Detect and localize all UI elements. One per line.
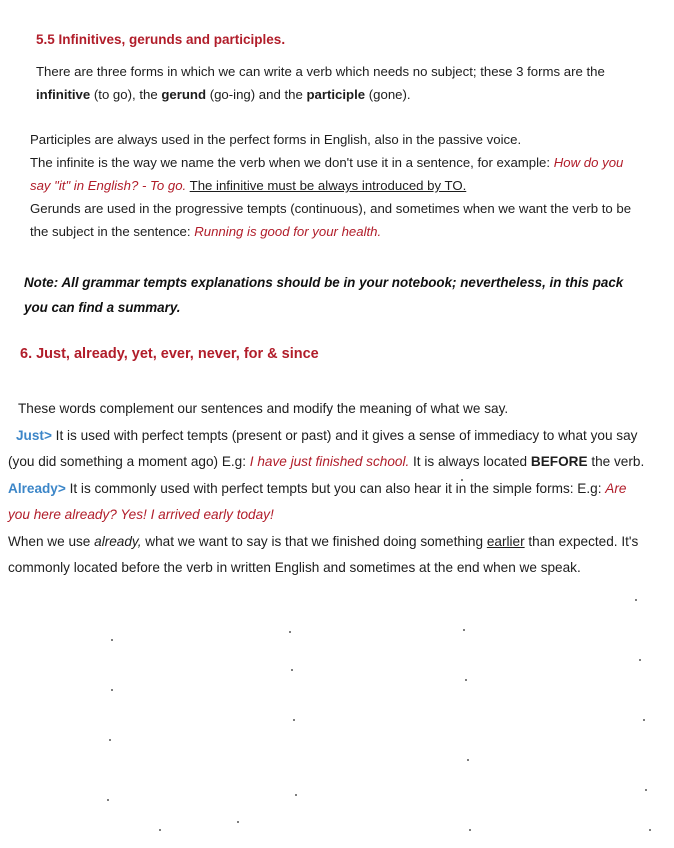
text: It is always located [409,454,531,469]
note-paragraph: Note: All grammar tempts explanations should be in your notebook; nevertheless, in this pack you can find a summary. [24,275,624,315]
example-already: Are you here already? Yes! I arrived early today! [8,480,627,522]
term-earlier: earlier [486,533,525,549]
intro-text: These words complement our sentences and modify the meaning of what we say. [18,401,509,416]
text: It is used with perfect tempts (present or past) and it gives a sense of immediacy to what you say (you did something a moment ago) E.g: [8,427,638,469]
emphasis-before: BEFORE [530,454,588,469]
text: Gerunds are used in the progressive tempts (continuous), and sometimes when we want the verb to be the subject in the sentence: [30,201,632,239]
text: (gone). [365,87,411,102]
example-running: Running is good for your health. [194,224,382,239]
infinitive-rule: The infinitive must be always introduced by TO. [189,178,467,193]
section-5-5-title: 5.5 Infinitives, gerunds and participles. [36,32,286,47]
text: the verb. [587,454,645,469]
label-just: Just> [16,427,52,443]
term-already: already, [94,533,142,549]
text: There are three forms in which we can write a verb which needs no subject; these 3 forms are the [36,64,605,79]
text: When we use [8,533,95,549]
text: (to go), the [90,87,162,102]
term-gerund: gerund [161,87,207,102]
text: what we want to say is that we finished doing something [141,533,487,549]
section-6-title: 6. Just, already, yet, ever, never, for & since [20,346,319,362]
term-infinitive: infinitive [36,87,91,102]
term-participle: participle [306,87,366,102]
text: (go-ing) and the [206,87,307,102]
text: The infinite is the way we name the verb when we don't use it in a sentence, for example: [30,155,554,170]
text: It is commonly used with perfect tempts but you can also hear it in the simple forms: E.g: [65,480,606,496]
example-just: I have just finished school. [249,454,410,469]
text: Participles are always used in the perfect forms in English, also in the passive voice. [30,132,522,147]
label-already: Already> [8,480,66,496]
example-how-do-you-say: How do you say "it" in English? - To go. [30,155,624,193]
text: than expected. It's commonly located before the verb in written English and sometimes at the end when we speak. [8,533,639,575]
